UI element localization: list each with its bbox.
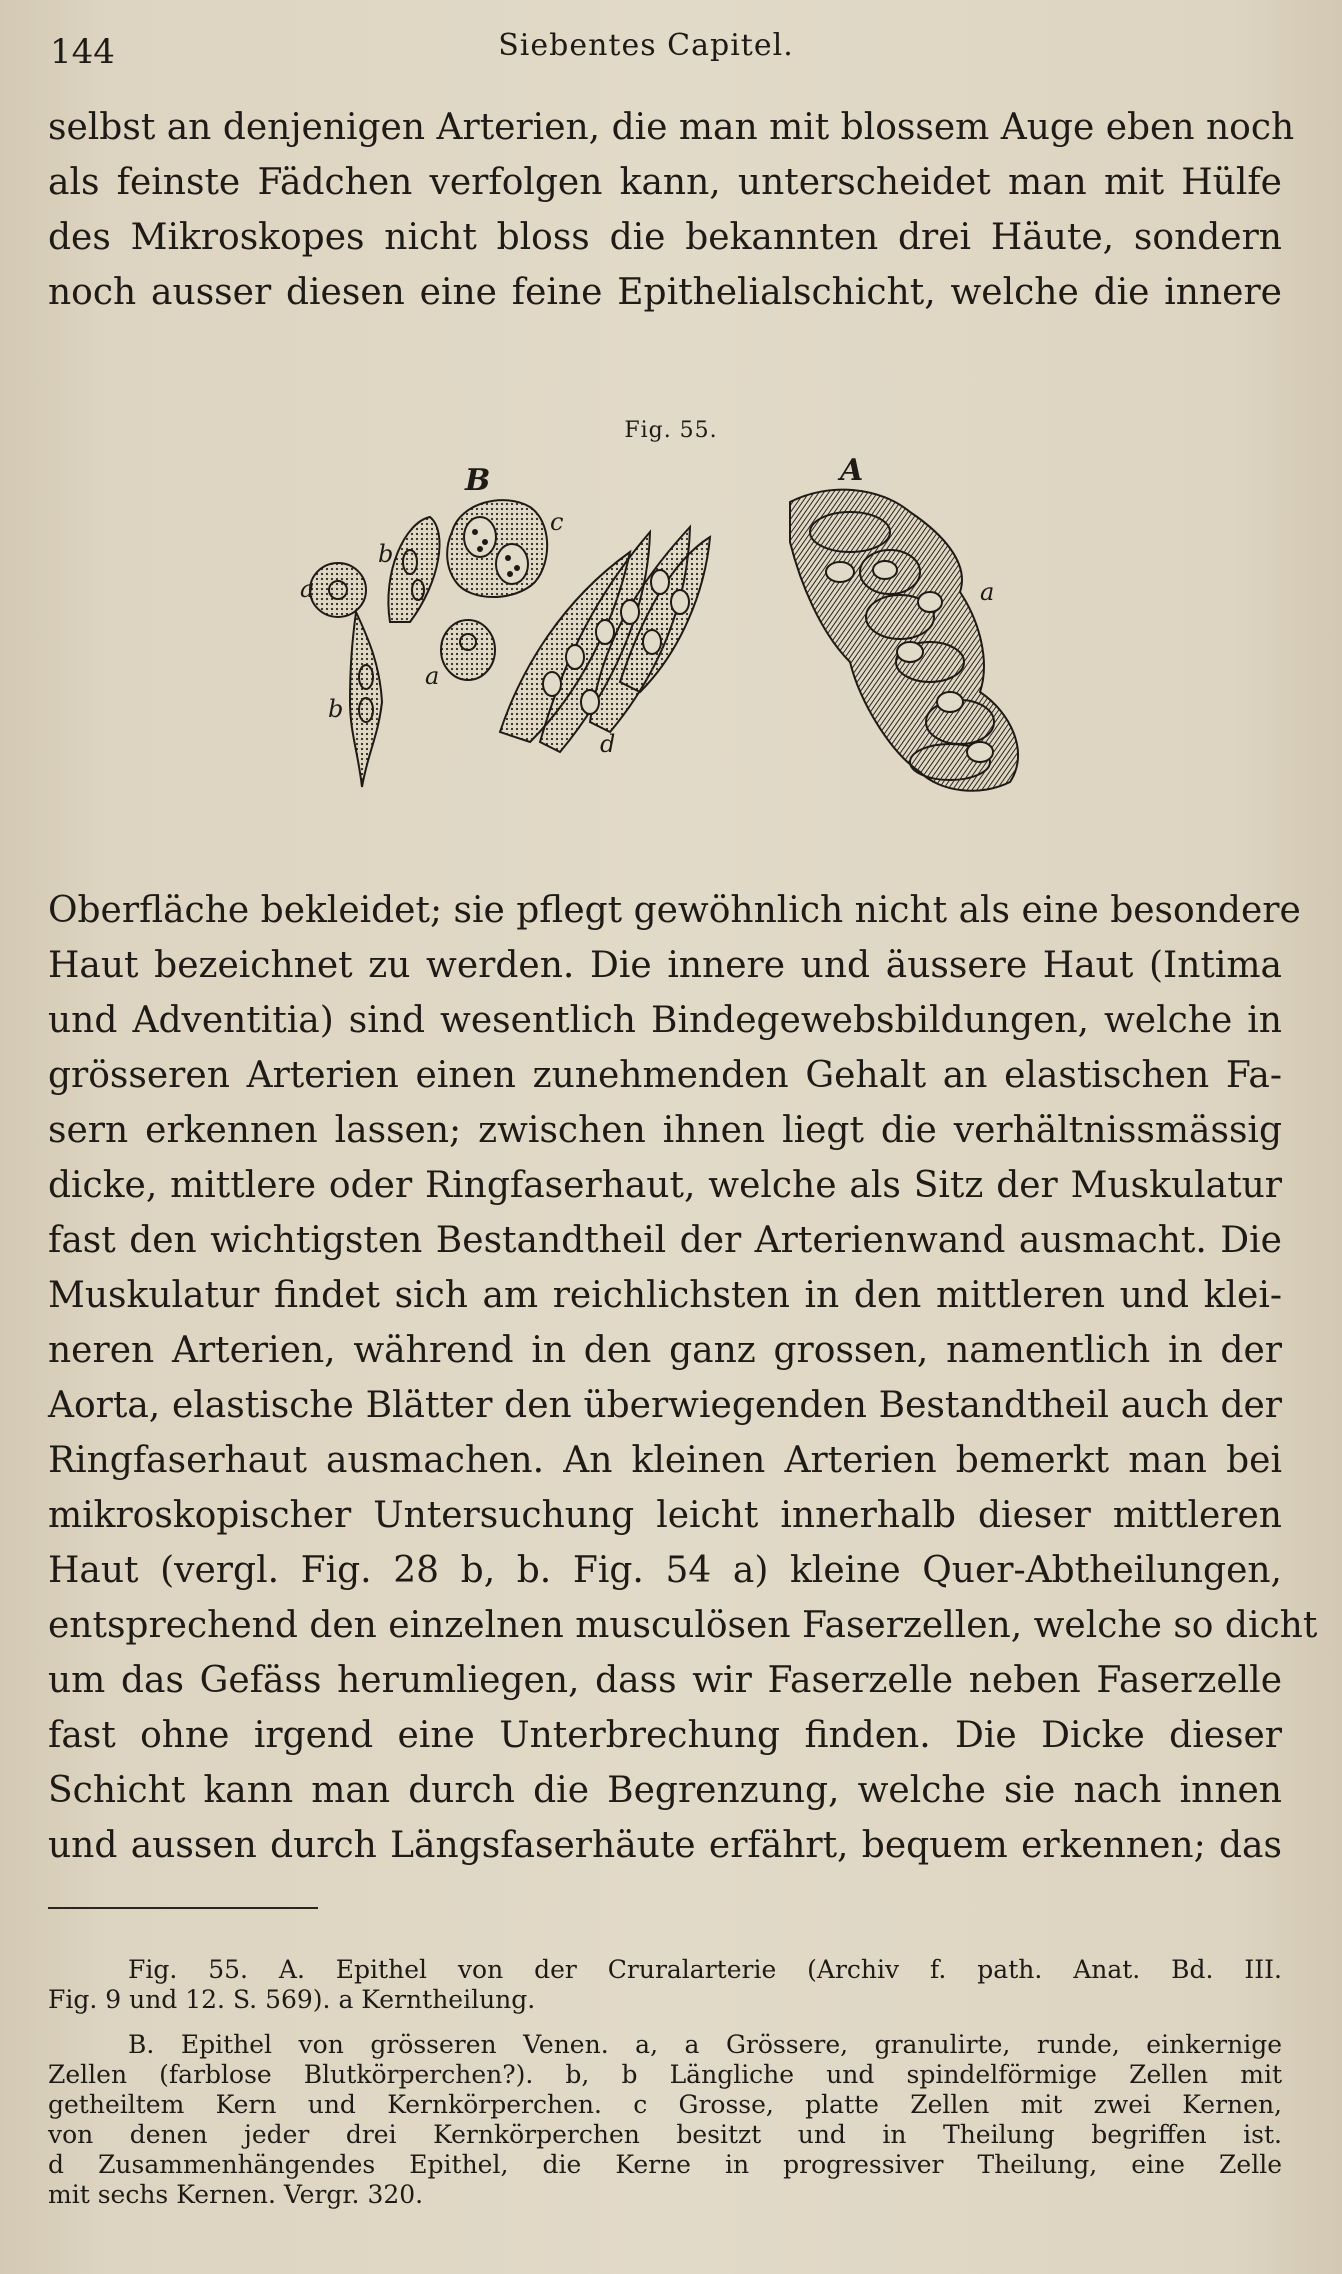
text-line: Muskulatur findet sich am reichlichsten in den mittleren und klei- — [48, 1275, 1282, 1316]
text-line: und Adventitia) sind wesentlich Bindegewebsbildungen, welche in — [48, 1000, 1282, 1041]
text-line: neren Arterien, während in den ganz grossen, namentlich in der — [48, 1330, 1282, 1371]
large-cell-c — [447, 500, 547, 597]
footnote-line: Fig. 9 und 12. S. 569). a Kerntheilung. — [48, 1985, 536, 2014]
footnote-line: d Zusammenhängendes Epithel, die Kerne in progressiver Theilung, eine Zelle — [48, 2150, 1282, 2179]
text-line: selbst an denjenigen Arterien, die man mit blossem Auge eben noch — [48, 107, 1295, 148]
paragraph-main — [48, 883, 1318, 1873]
text-line: Haut bezeichnet zu werden. Die innere und äussere Haut (Intima — [48, 945, 1282, 986]
text-line: fast den wichtigsten Bestandtheil der Arterienwand ausmacht. Die — [48, 1220, 1282, 1261]
text-line: entsprechend den einzelnen musculösen Faserzellen, welche so dicht — [48, 1605, 1318, 1646]
text-line: dicke, mittlere oder Ringfaserhaut, welche als Sitz der Muskulatur — [48, 1165, 1282, 1206]
figure-letter-b: b — [378, 540, 394, 568]
text-line: um das Gefäss herumliegen, dass wir Faserzelle neben Faserzelle — [48, 1660, 1282, 1701]
text-line: Haut (vergl. Fig. 28 b, b. Fig. 54 a) kleine Quer-Abtheilungen, — [48, 1550, 1282, 1591]
footnote-figure-b — [48, 2030, 1282, 2210]
figure-letter-d: d — [600, 730, 616, 758]
figure-letter-a: a — [425, 662, 440, 690]
figure-letter-B: B — [465, 463, 491, 498]
footnote-line: Zellen (farblose Blutkörperchen?). b, b Längliche und spindelförmige Zellen mit — [48, 2060, 1282, 2089]
text-line: grösseren Arterien einen zunehmenden Gehalt an elastischen Fa- — [48, 1055, 1282, 1096]
page-number: 144 — [50, 32, 115, 72]
epithelium-engraving — [290, 452, 1060, 812]
footnote-figure-a — [48, 1955, 1282, 2015]
footnote-line: von denen jeder drei Kernkörperchen besitzt und in Theilung begriffen ist. — [48, 2120, 1282, 2149]
text-line: Aorta, elastische Blätter den überwiegenden Bestandtheil auch der — [48, 1385, 1282, 1426]
footnote-line: B. Epithel von grösseren Venen. a, a Grössere, granulirte, runde, einkernige — [128, 2030, 1282, 2059]
footnote-line: mit sechs Kernen. Vergr. 320. — [48, 2180, 424, 2209]
arterial-epithelium-A — [790, 490, 1018, 791]
round-cell-a-left — [310, 563, 366, 617]
text-line: Schicht kann man durch die Begrenzung, welche sie nach innen — [48, 1770, 1282, 1811]
running-head — [50, 24, 1282, 74]
figure-letter-a: a — [980, 578, 995, 606]
round-cell-a-mid — [441, 620, 495, 680]
text-line: Ringfaserhaut ausmachen. An kleinen Arterien bemerkt man bei — [48, 1440, 1282, 1481]
paragraph-top — [48, 100, 1295, 320]
figure-55-illustration — [290, 452, 1060, 812]
text-line: des Mikroskopes nicht bloss die bekannten drei Häute, sondern — [48, 217, 1282, 258]
footnote-divider — [48, 1907, 318, 1909]
figure-letter-A: A — [840, 453, 864, 488]
footnote-line: Fig. 55. A. Epithel von der Cruralarterie (Archiv f. path. Anat. Bd. III. — [128, 1955, 1282, 1984]
text-line: und aussen durch Längsfaserhäute erfährt, bequem erkennen; das — [48, 1825, 1282, 1866]
elongated-cell-b-top — [388, 517, 439, 622]
text-line: Oberfläche bekleidet; sie pflegt gewöhnlich nicht als eine besondere — [48, 890, 1301, 931]
text-line: als feinste Fädchen verfolgen kann, unterscheidet man mit Hülfe — [48, 162, 1282, 203]
footnote-line: getheiltem Kern und Kernkörperchen. c Grosse, platte Zellen mit zwei Kernen, — [48, 2090, 1282, 2119]
spindle-cell-b-bottom — [350, 612, 382, 787]
text-line: fast ohne irgend eine Unterbrechung finden. Die Dicke dieser — [48, 1715, 1282, 1756]
figure-letter-b: b — [328, 695, 344, 723]
chapter-title: Siebentes Capitel. — [498, 28, 794, 63]
text-line: sern erkennen lassen; zwischen ihnen liegt die verhältnissmässig — [48, 1110, 1282, 1151]
figure-label: Fig. 55. — [624, 418, 718, 443]
figure-letter-c: c — [550, 508, 564, 536]
text-line: noch ausser diesen eine feine Epithelialschicht, welche die innere — [48, 272, 1282, 313]
figure-letter-a: a — [300, 575, 315, 603]
text-line: mikroskopischer Untersuchung leicht innerhalb dieser mittleren — [48, 1495, 1282, 1536]
